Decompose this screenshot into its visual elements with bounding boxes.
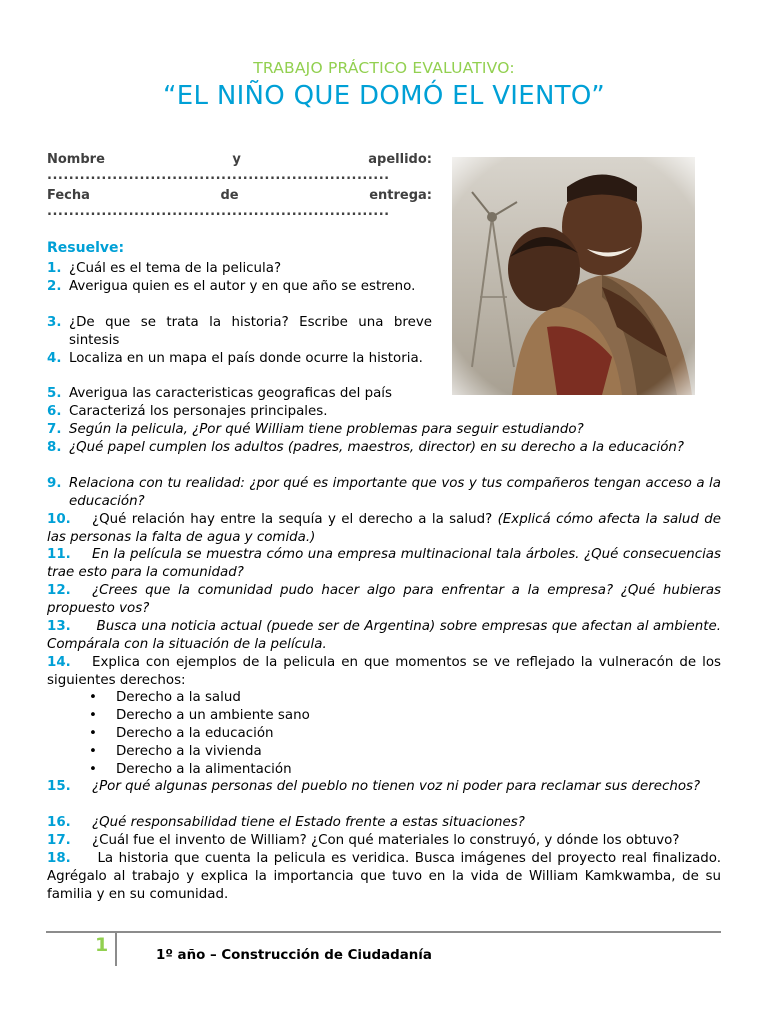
name-blank-line: ............................................................... <box>47 168 390 183</box>
question-item <box>47 475 721 511</box>
list-item <box>89 725 310 743</box>
list-item-text: Derecho a la vivienda <box>116 743 262 759</box>
date-label-word-3: entrega: <box>369 188 432 203</box>
footer-divider <box>46 931 721 933</box>
question-item <box>47 814 721 832</box>
question-number: 12. <box>47 583 71 598</box>
question-item <box>47 546 721 582</box>
question-text: ¿Qué papel cumplen los adultos (padres, maestros, director) en su derecho a la educación? <box>69 440 684 455</box>
date-label-word-1: Fecha <box>47 188 90 203</box>
question-number: 13. <box>47 619 71 634</box>
question-item <box>47 278 432 296</box>
question-text: ¿Por qué algunas personas del pueblo no tienen voz ni poder para reclamar sus derechos? <box>92 779 701 794</box>
question-item <box>47 314 432 350</box>
question-item <box>47 850 721 903</box>
question-text: ¿Cuál es el tema de la pelicula? <box>69 261 282 276</box>
footer-vertical-divider <box>115 933 117 966</box>
question-number: 17. <box>47 833 71 848</box>
question-number: 8. <box>47 440 62 455</box>
question-item <box>47 439 721 457</box>
question-text: Según la pelicula, ¿Por qué William tiene problemas para seguir estudiando? <box>69 422 584 437</box>
question-number: 11. <box>47 547 71 562</box>
question-item <box>47 385 432 403</box>
instructions-heading: Resuelve: <box>47 240 125 256</box>
list-item <box>89 761 310 779</box>
question-item <box>47 582 721 618</box>
question-text: Averigua las caracteristicas geograficas del país <box>69 386 392 401</box>
question-text: ¿De que se trata la historia? Escribe una breve sintesis <box>69 315 432 348</box>
list-item-text: Derecho a la salud <box>116 690 241 705</box>
question-text: En la película se muestra cómo una empresa multinacional tala árboles. ¿Qué consecuencias trae esto para la comunidad? <box>47 547 721 580</box>
question-item <box>47 260 432 278</box>
list-item <box>89 689 310 707</box>
question-text-note: (Explicá cómo afecta la salud de las personas la falta de agua y comida.) <box>47 512 721 545</box>
question-item <box>47 350 432 368</box>
list-item-text: Derecho a la educación <box>116 725 274 741</box>
bullet-icon: • <box>89 743 97 759</box>
list-item-text: Derecho a un ambiente sano <box>116 707 310 723</box>
bullet-icon: • <box>89 690 97 705</box>
bullet-icon: • <box>89 707 97 723</box>
question-text: ¿Cuál fue el invento de William? ¿Con qué materiales lo construyó, y dónde los obtuvo? <box>92 833 680 848</box>
document-title: “EL NIÑO QUE DOMÓ EL VIENTO” <box>162 81 606 111</box>
movie-still-photo <box>452 157 695 395</box>
question-text: Caracterizá los personajes principales. <box>69 404 328 419</box>
list-item-text: Derecho a la alimentación <box>116 761 292 777</box>
question-number: 10. <box>47 512 71 527</box>
bullet-icon: • <box>89 761 97 777</box>
question-number: 2. <box>47 279 62 294</box>
date-label-word-2: de <box>220 188 239 203</box>
page-number: 1 <box>95 934 109 956</box>
question-number: 3. <box>47 315 62 330</box>
question-number: 6. <box>47 404 62 419</box>
document-subtitle: TRABAJO PRÁCTICO EVALUATIVO: <box>253 59 515 77</box>
question-number: 5. <box>47 386 62 401</box>
date-field-row <box>47 187 432 205</box>
list-item <box>89 707 310 725</box>
question-number: 15. <box>47 779 71 794</box>
question-item <box>47 421 721 439</box>
name-label-word-3: apellido: <box>368 152 432 167</box>
question-item <box>47 618 721 654</box>
question-text: ¿Qué relación hay entre la sequía y el derecho a la salud? <box>92 512 498 527</box>
question-number: 18. <box>47 851 71 866</box>
student-fields <box>47 151 432 223</box>
question-number: 9. <box>47 476 62 491</box>
question-number: 1. <box>47 261 62 276</box>
question-text: Relaciona con tu realidad: ¿por qué es importante que vos y tus compañeros tengan acceso a la educación? <box>69 476 721 509</box>
question-number: 16. <box>47 815 71 830</box>
question-item <box>47 654 721 690</box>
question-number: 14. <box>47 655 71 670</box>
question-number: 4. <box>47 351 62 366</box>
name-label-word-1: Nombre <box>47 152 105 167</box>
name-label-word-2: y <box>232 152 241 167</box>
question-text: Explica con ejemplos de la pelicula en que momentos se ve reflejado la vulneracón de los siguientes derechos: <box>47 655 721 688</box>
footer-course-label: 1º año – Construcción de Ciudadanía <box>156 948 432 963</box>
rights-list <box>89 689 310 779</box>
question-number: 7. <box>47 422 62 437</box>
question-item <box>47 778 721 796</box>
question-item <box>47 832 721 850</box>
question-item <box>47 511 721 547</box>
question-text: Localiza en un mapa el país donde ocurre la historia. <box>69 351 423 366</box>
question-text: ¿Crees que la comunidad pudo hacer algo para enfrentar a la empresa? ¿Qué hubieras propuesto vos? <box>47 583 721 616</box>
question-item <box>47 403 432 421</box>
question-text: Averigua quien es el autor y en que año se estreno. <box>69 279 416 294</box>
question-text: ¿Qué responsabilidad tiene el Estado frente a estas situaciones? <box>92 815 525 830</box>
date-blank-line: ............................................................... <box>47 204 390 219</box>
list-item <box>89 743 310 761</box>
question-text: La historia que cuenta la pelicula es veridica. Busca imágenes del proyecto real finalizado. Agrégalo al trabajo y explica la importancia que tuvo en la vida de William Kamkwamba, de su familia y en su comunidad. <box>47 851 721 902</box>
question-text: Busca una noticia actual (puede ser de Argentina) sobre empresas que afectan al ambiente. Compárala con la situación de la película. <box>47 619 721 652</box>
name-field-row <box>47 151 432 169</box>
bullet-icon: • <box>89 725 97 741</box>
